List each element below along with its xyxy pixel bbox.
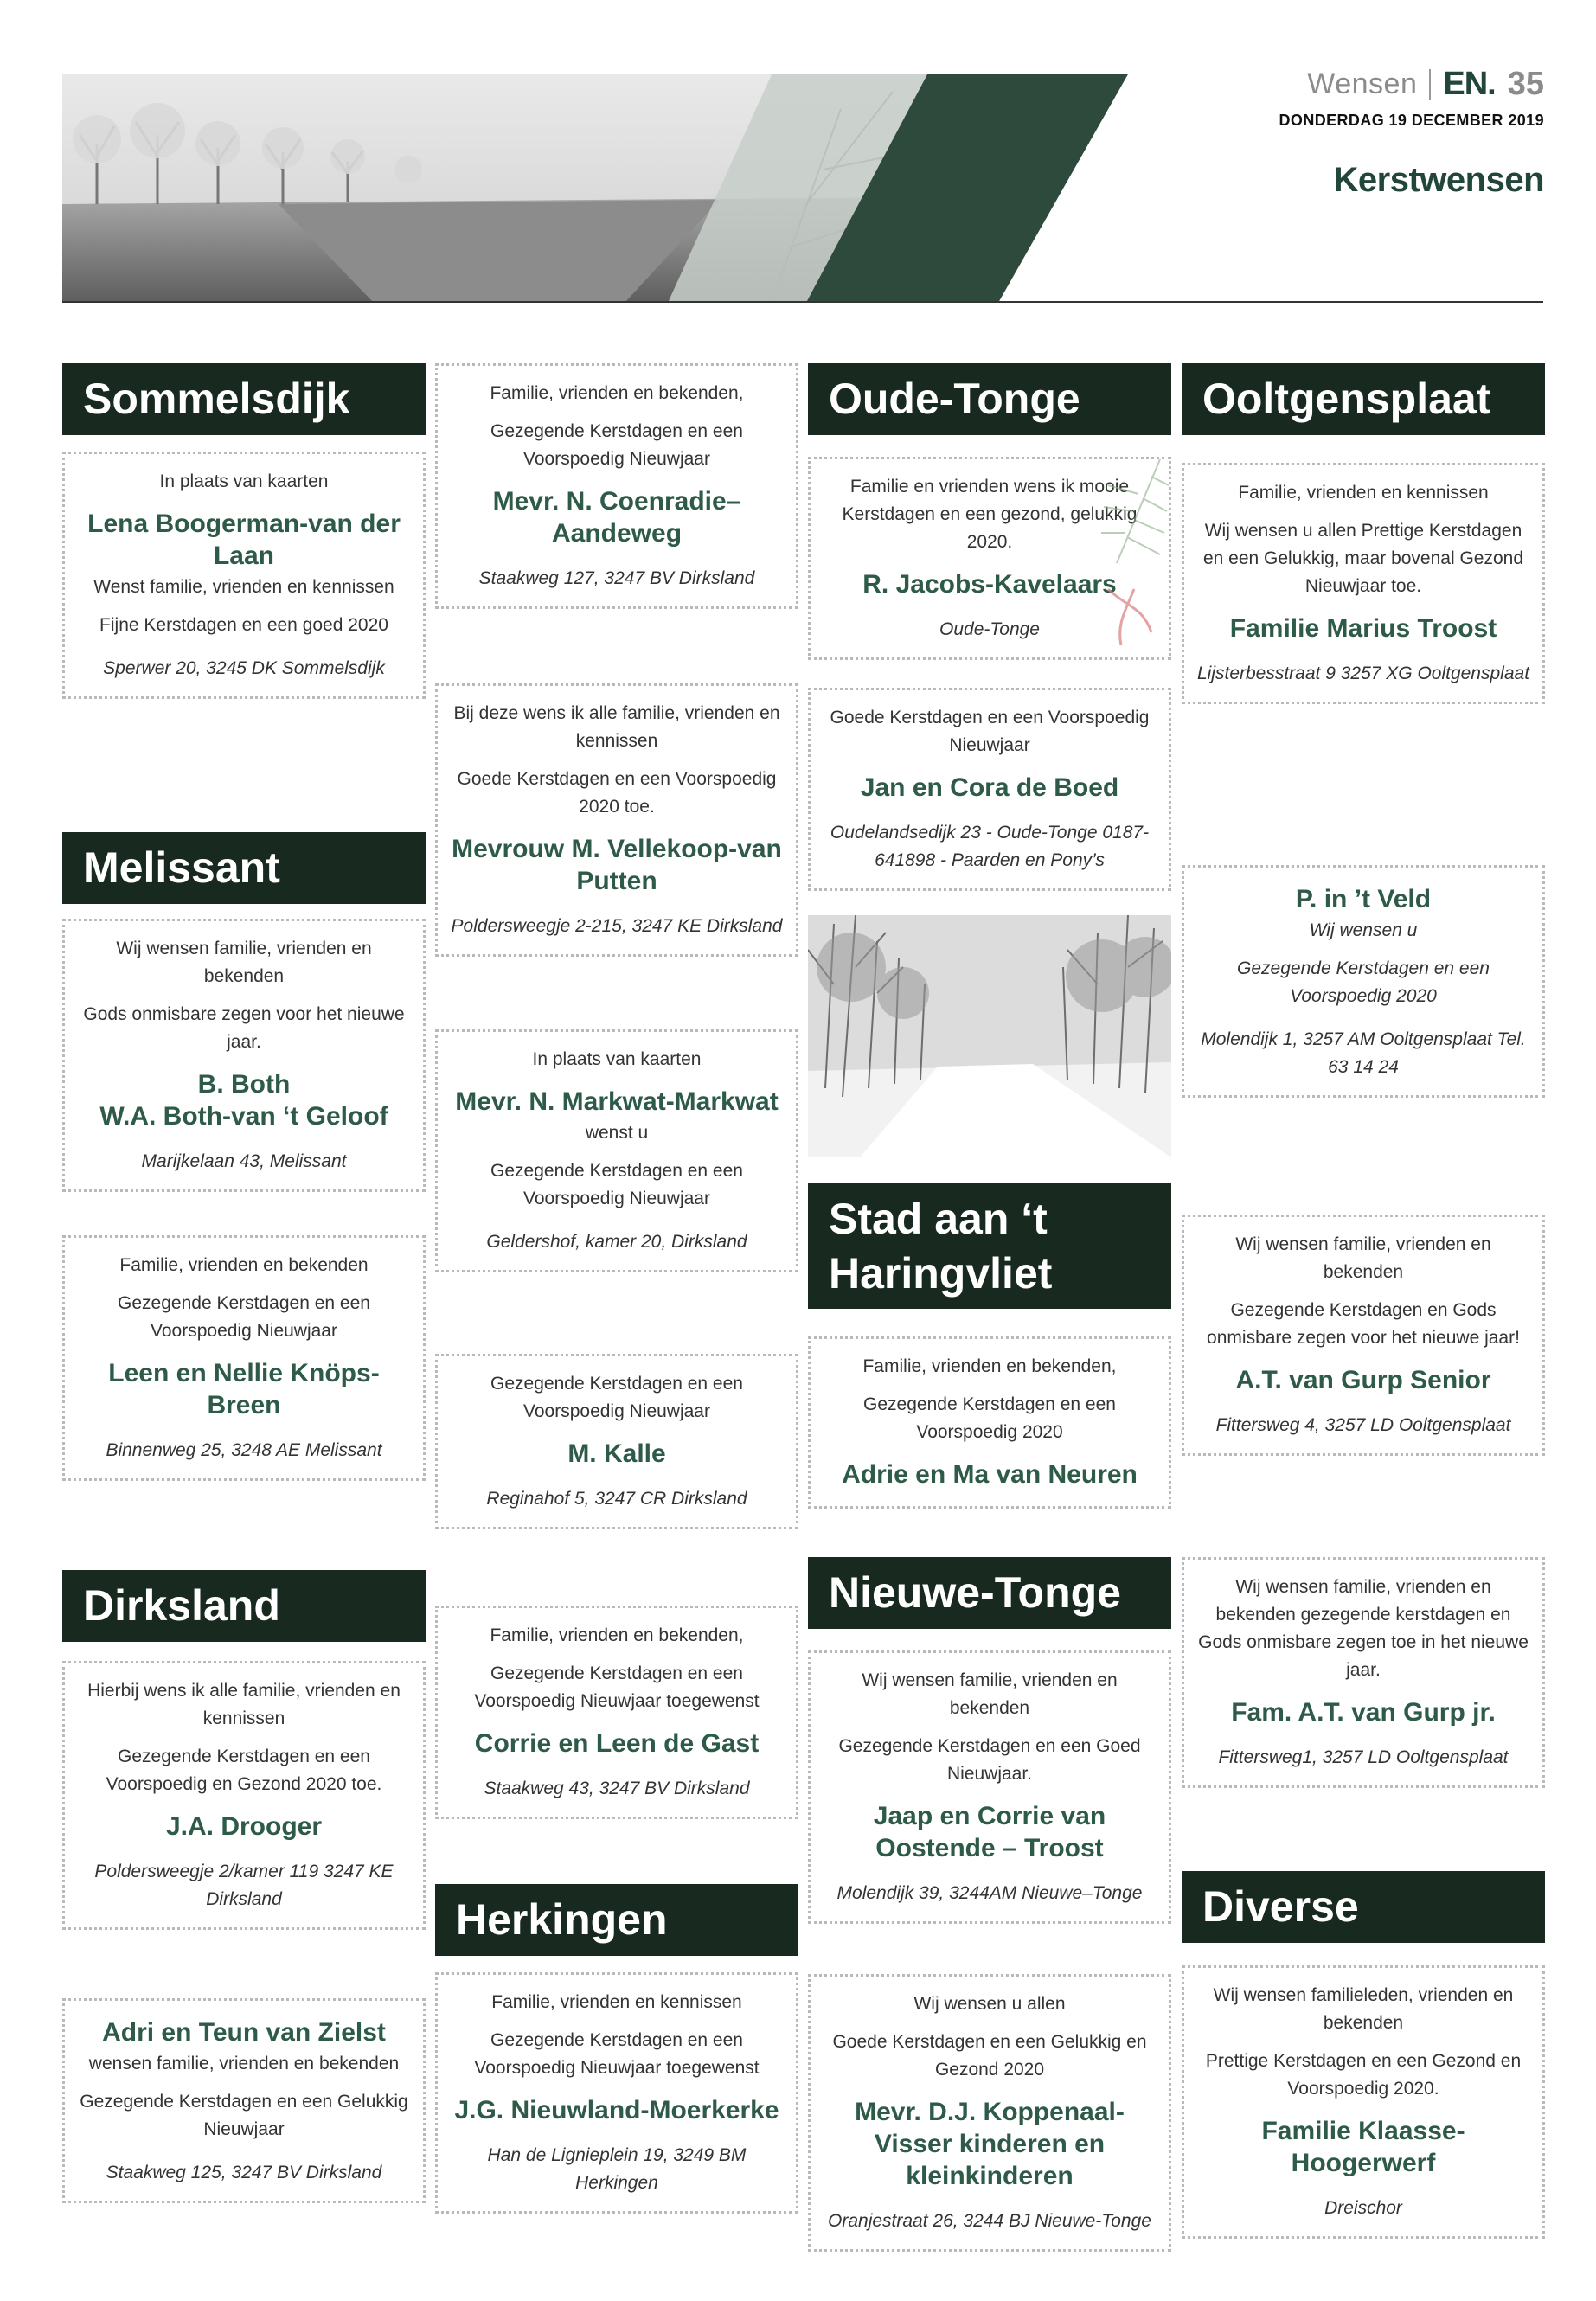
sender-address: Han de Lignieplein 19, 3249 BM Herkingen bbox=[487, 2145, 747, 2193]
wish-card: Adri en Teun van Zielst wensen familie, vrienden en bekenden Gezegende Kerstdagen en een Gelukkig Nieuwjaar Staakweg 125, 3247 BV Dirksland bbox=[62, 1998, 426, 2203]
sender-name: Familie Marius Troost bbox=[1229, 614, 1497, 643]
pine-branch-icon bbox=[1099, 459, 1169, 650]
sender-address: Reginahof 5, 3247 CR Dirksland bbox=[486, 1489, 747, 1509]
sender-address: Molendijk 39, 3244AM Nieuwe–Tonge bbox=[836, 1883, 1143, 1903]
sender-name: R. Jacobs-Kavelaars bbox=[862, 570, 1117, 599]
sender-name: Adrie en Ma van Neuren bbox=[842, 1460, 1138, 1489]
town-banner-nieuwe-tonge: Nieuwe-Tonge bbox=[808, 1557, 1171, 1629]
sender-address: Oudelandsedijk 23 - Oude-Tonge 0187-641898 - Paarden en Pony’s bbox=[830, 823, 1150, 870]
sender-name: Leen en Nellie Knöps-Breen bbox=[108, 1359, 380, 1420]
header-rule bbox=[62, 301, 1543, 303]
sender-name: P. in ’t Veld bbox=[1295, 885, 1432, 913]
wish-card: Hierbij wens ik alle familie, vrienden en kennissen Gezegende Kerstdagen en een Voorspoedig en Gezond 2020 toe. J.A. Drooger Poldersweegje 2/kamer 119 3247 KE Dirksland bbox=[62, 1661, 426, 1930]
wish-card: Familie en vrienden wens ik mooie Kerstdagen en een gezond, gelukkig 2020. R. Jacobs-Kavelaars Oude-Tonge bbox=[808, 457, 1171, 660]
sender-name: Mevr. D.J. Koppenaal-Visser kinderen en kleinkinderen bbox=[855, 2098, 1125, 2190]
sender-name: Lena Boogerman-van der Laan bbox=[87, 510, 401, 570]
town-banner-herkingen: Herkingen bbox=[435, 1884, 798, 1956]
sender-name: Adri en Teun van Zielst bbox=[102, 2018, 386, 2047]
sender-name: J.A. Drooger bbox=[165, 1812, 323, 1841]
sender-name: Mevr. N. Coenradie–Aandeweg bbox=[492, 487, 741, 548]
town-banner-melissant: Melissant bbox=[62, 832, 426, 904]
sender-name: Mevr. N. Markwat-Markwat bbox=[455, 1087, 779, 1116]
sender-name: J.G. Nieuwland-Moerkerke bbox=[454, 2096, 779, 2125]
sender-address: Molendijk 1, 3257 AM Ooltgensplaat Tel. 63 14 24 bbox=[1201, 1029, 1526, 1077]
sender-address: Dreischor bbox=[1324, 2198, 1402, 2218]
wish-card: Familie, vrienden en kennissen Wij wensen u allen Prettige Kerstdagen en een Gelukkig, maar bovenal Gezond Nieuwjaar toe. Familie Marius Troost Lijsterbesstraat 9 3257 XG Ooltgensplaat bbox=[1182, 463, 1545, 704]
sender-name: A.T. van Gurp Senior bbox=[1235, 1366, 1491, 1394]
town-banner-dirksland: Dirksland bbox=[62, 1570, 426, 1642]
sender-address: Poldersweegje 2-215, 3247 KE Dirksland bbox=[451, 916, 783, 936]
wish-card: Familie, vrienden en kennissen Gezegende Kerstdagen en een Voorspoedig Nieuwjaar toegewenst J.G. Nieuwland-Moerkerke Han de Lignieplein 19, 3249 BM Herkingen bbox=[435, 1972, 798, 2214]
wish-card: Familie, vrienden en bekenden, Gezegende Kerstdagen en een Voorspoedig 2020 Adrie en Ma van Neuren bbox=[808, 1336, 1171, 1509]
page-number: 35 bbox=[1507, 66, 1544, 102]
sender-address: Poldersweegje 2/kamer 119 3247 KE Dirksland bbox=[94, 1862, 394, 1909]
sender-address: Staakweg 43, 3247 BV Dirksland bbox=[484, 1779, 750, 1798]
wish-card: Familie, vrienden en bekenden Gezegende Kerstdagen en een Voorspoedig Nieuwjaar Leen en Nellie Knöps-Breen Binnenweg 25, 3248 AE Melissant bbox=[62, 1235, 426, 1481]
town-banner-stad-aan-t-haringvliet: Stad aan ‘t Haringvliet bbox=[808, 1183, 1171, 1309]
wish-card: Wij wensen familie, vrienden en bekenden Gezegende Kerstdagen en Gods onmisbare zegen voor het nieuwe jaar! A.T. van Gurp Senior Fittersweg 4, 3257 LD Ooltgensplaat bbox=[1182, 1215, 1545, 1456]
wish-card: In plaats van kaarten Lena Boogerman-van der Laan Wenst familie, vrienden en kennissen Fijne Kerstdagen en een goed 2020 Sperwer 20, 3245 DK Sommelsdijk bbox=[62, 452, 426, 699]
town-banner-ooltgensplaat: Ooltgensplaat bbox=[1182, 363, 1545, 435]
sender-name: Fam. A.T. van Gurp jr. bbox=[1231, 1698, 1496, 1727]
newspaper-logo: EN. bbox=[1443, 66, 1496, 102]
sender-address: Staakweg 127, 3247 BV Dirksland bbox=[478, 568, 755, 588]
wish-card: Wij wensen familie, vrienden en bekenden Gezegende Kerstdagen en een Goed Nieuwjaar. Jaap en Corrie van Oostende – Troost Molendijk 39, 3244AM Nieuwe–Tonge bbox=[808, 1650, 1171, 1924]
sender-name: Jaap en Corrie van Oostende – Troost bbox=[873, 1802, 1106, 1862]
wish-card: Wij wensen familie, vrienden en bekenden Gods onmisbare zegen voor het nieuwe jaar. B. Both W.A. Both-van ‘t Geloof Marijkelaan 43, Melissant bbox=[62, 919, 426, 1192]
wish-card: Wij wensen familieleden, vrienden en bekenden Prettige Kerstdagen en een Gezond en Voorspoedig 2020. Familie Klaasse-Hoogerwerf Dreischor bbox=[1182, 1965, 1545, 2239]
sender-address: Fittersweg 4, 3257 LD Ooltgensplaat bbox=[1215, 1415, 1511, 1435]
sender-address: Lijsterbesstraat 9 3257 XG Ooltgensplaat bbox=[1196, 663, 1530, 683]
sender-address: Oranjestraat 26, 3244 BJ Nieuwe-Tonge bbox=[828, 2211, 1151, 2231]
wish-card: Wij wensen familie, vrienden en bekenden gezegende kerstdagen en Gods onmisbare zegen toe in het nieuwe jaar. Fam. A.T. van Gurp jr. Fittersweg1, 3257 LD Ooltgensplaat bbox=[1182, 1557, 1545, 1788]
sender-name: Mevrouw M. Vellekoop-van Putten bbox=[452, 835, 782, 895]
sender-address: Geldershof, kamer 20, Dirksland bbox=[486, 1232, 747, 1252]
wish-card: Gezegende Kerstdagen en een Voorspoedig Nieuwjaar M. Kalle Reginahof 5, 3247 CR Dirksland bbox=[435, 1354, 798, 1529]
header-photo bbox=[62, 74, 1128, 303]
page-title: Kerstwensen bbox=[1333, 161, 1544, 199]
sender-address: Marijkelaan 43, Melissant bbox=[141, 1151, 347, 1171]
town-banner-oude-tonge: Oude-Tonge bbox=[808, 363, 1171, 435]
town-banner-sommelsdijk: Sommelsdijk bbox=[62, 363, 426, 435]
sender-address: Staakweg 125, 3247 BV Dirksland bbox=[106, 2163, 382, 2182]
snowy-forest-photo bbox=[808, 915, 1171, 1157]
wish-card: Familie, vrienden en bekenden, Gezegende Kerstdagen en een Voorspoedig Nieuwjaar toegewenst Corrie en Leen de Gast Staakweg 43, 3247 BV Dirksland bbox=[435, 1606, 798, 1819]
wish-card: In plaats van kaarten Mevr. N. Markwat-Markwat wenst u Gezegende Kerstdagen en een Voorspoedig Nieuwjaar Geldershof, kamer 20, Dirksland bbox=[435, 1029, 798, 1272]
wish-card: P. in ’t Veld Wij wensen u Gezegende Kerstdagen en een Voorspoedig 2020 Molendijk 1, 3257 AM Ooltgensplaat Tel. 63 14 24 bbox=[1182, 865, 1545, 1098]
sender-name: Familie Klaasse-Hoogerwerf bbox=[1261, 2117, 1465, 2177]
town-banner-diverse: Diverse bbox=[1182, 1871, 1545, 1943]
sender-name: Corrie en Leen de Gast bbox=[474, 1729, 760, 1758]
masthead bbox=[1181, 66, 1544, 200]
wish-card: Wij wensen u allen Goede Kerstdagen en een Gelukkig en Gezond 2020 Mevr. D.J. Koppenaal-Visser kinderen en kleinkinderen Oranjestraat 26, 3244 BJ Nieuwe-Tonge bbox=[808, 1974, 1171, 2252]
sender-name: M. Kalle bbox=[567, 1439, 666, 1468]
divider bbox=[1429, 69, 1431, 100]
section-name: Wensen bbox=[1307, 67, 1418, 100]
sender-address: Binnenweg 25, 3248 AE Melissant bbox=[106, 1440, 382, 1460]
sender-name: B. Both W.A. Both-van ‘t Geloof bbox=[99, 1070, 388, 1131]
sender-address: Sperwer 20, 3245 DK Sommelsdijk bbox=[103, 658, 385, 678]
sender-address: Fittersweg1, 3257 LD Ooltgensplaat bbox=[1218, 1747, 1509, 1767]
wish-card: Familie, vrienden en bekenden, Gezegende Kerstdagen en een Voorspoedig Nieuwjaar Mevr. N. Coenradie–Aandeweg Staakweg 127, 3247 BV Dirksland bbox=[435, 363, 798, 609]
wish-card: Goede Kerstdagen en een Voorspoedig Nieuwjaar Jan en Cora de Boed Oudelandsedijk 23 - Oude-Tonge 0187-641898 - Paarden en Pony’s bbox=[808, 688, 1171, 891]
sender-address: Oude-Tonge bbox=[939, 619, 1040, 639]
sender-name: Jan en Cora de Boed bbox=[860, 773, 1119, 802]
wish-card: Bij deze wens ik alle familie, vrienden en kennissen Goede Kerstdagen en een Voorspoedig 2020 toe. Mevrouw M. Vellekoop-van Putten Poldersweegje 2-215, 3247 KE Dirksland bbox=[435, 683, 798, 957]
issue-date: DONDERDAG 19 DECEMBER 2019 bbox=[1279, 112, 1544, 129]
